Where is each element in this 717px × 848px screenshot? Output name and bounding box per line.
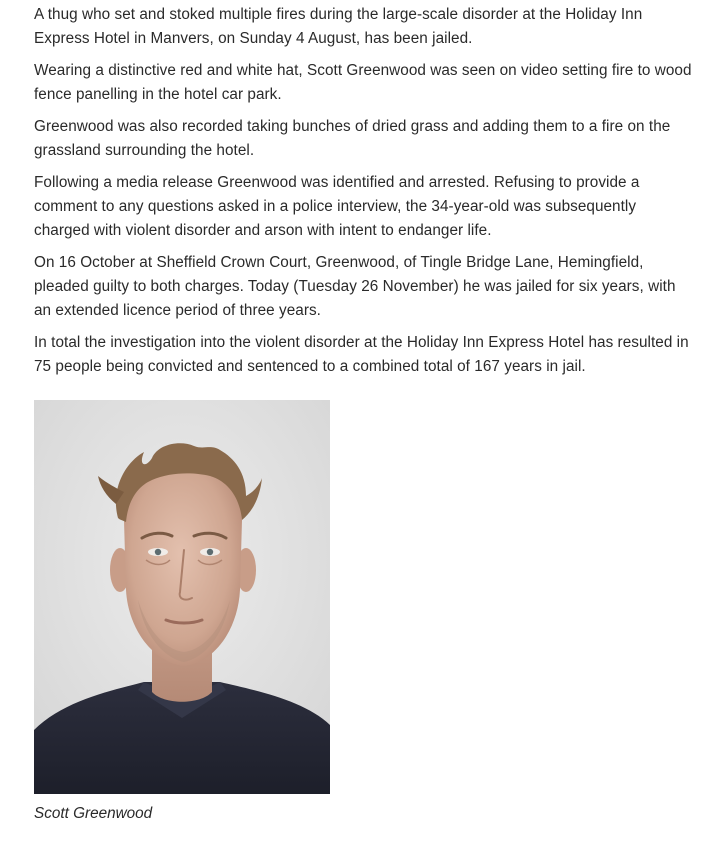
mugshot-figure (34, 400, 330, 824)
paragraph-2: Wearing a distinctive red and white hat, Scott Greenwood was seen on video setting fire to wood fence panelling in the hotel car park. (34, 62, 692, 103)
article-body (34, 3, 694, 387)
paragraph-5: On 16 October at Sheffield Crown Court, Greenwood, of Tingle Bridge Lane, Hemingfield, pleaded guilty to both charges. Today (Tuesday 26 November) he was jailed for six years, with an extended licence period of three years. (34, 254, 676, 319)
paragraph-4: Following a media release Greenwood was identified and arrested. Refusing to provide a comment to any questions asked in a police interview, the 34-year-old was subsequently charged with violent disorder and arson with intent to endanger life. (34, 174, 640, 239)
paragraph-1: A thug who set and stoked multiple fires during the large-scale disorder at the Holiday Inn Express Hotel in Manvers, on Sunday 4 August, has been jailed. (34, 6, 643, 47)
paragraph-6: In total the investigation into the violent disorder at the Holiday Inn Express Hotel has resulted in 75 people being convicted and sentenced to a combined total of 167 years in jail. (34, 334, 689, 375)
paragraph-3: Greenwood was also recorded taking bunches of dried grass and adding them to a fire on the grassland surrounding the hotel. (34, 118, 671, 159)
photo-caption: Scott Greenwood (34, 805, 153, 822)
mugshot-photo (34, 400, 330, 794)
